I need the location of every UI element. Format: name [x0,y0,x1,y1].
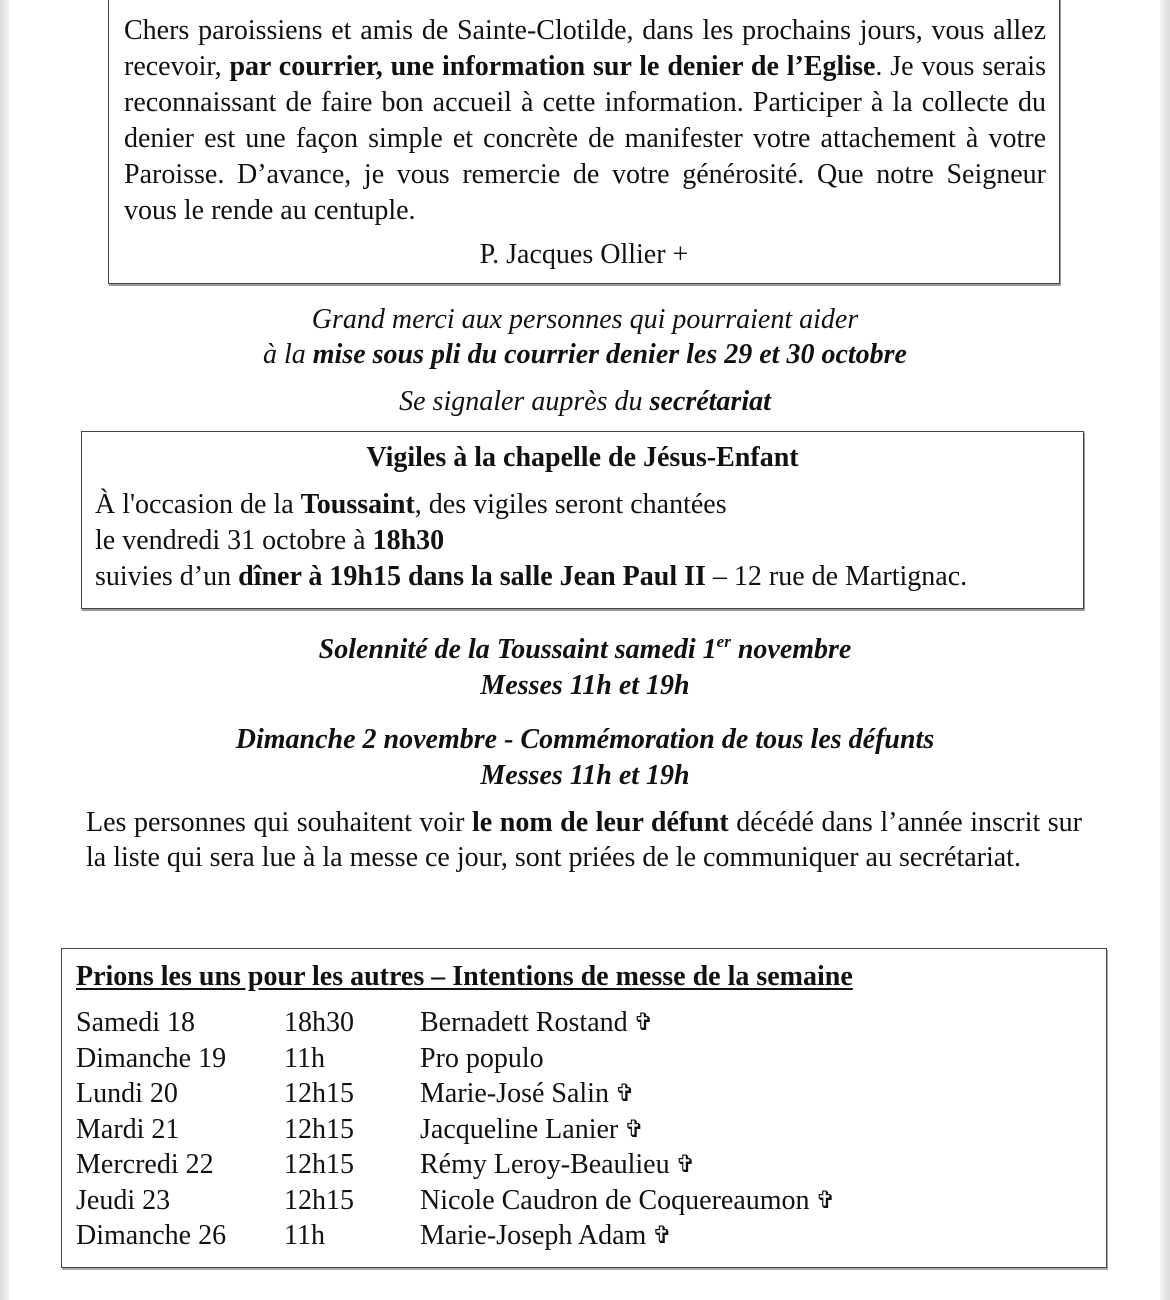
cross-icon: ✞ [652,1221,673,1249]
vigiles-line-2 [95,523,967,559]
toussaint-title-pre: Solennité de la Toussaint samedi 1 [318,634,717,665]
thanks-line-2 [0,337,1170,372]
intention-name: Marie-José Salin [420,1078,609,1109]
vigiles-l2-pre: le vendredi 31 octobre à [95,525,373,556]
defunts-note-end: décédé dans l’année inscrit sur la liste qui sera lue à la messe ce jour, sont priées de le communiquer au secrétariat. [86,807,1082,873]
intention-row [76,1183,836,1219]
letter-text-start: Chers paroissiens et amis de Sainte-Clotilde, dans les prochains jours, vous allez recevoir, [124,15,1046,82]
vigiles-l3-end: – 12 rue de Martignac. [705,561,968,592]
intention-name: Bernadett Rostand [420,1007,628,1038]
intention-time: 12h15 [284,1078,354,1109]
defunts-note-bold: le nom de leur défunt [472,807,729,838]
vigiles-l2-bold: 18h30 [372,525,445,556]
intention-name-cell [420,1005,654,1041]
intention-row [76,1076,836,1112]
defunts-note-pre: Les personnes qui souhaitent voir [86,807,473,838]
vigiles-l3-pre: suivies d’un [95,561,239,592]
letter-highlight: par courrier, une information sur le denier de l’Eglise [229,51,876,82]
intention-day: Mercredi 22 [76,1149,214,1180]
thanks-notice [0,302,1170,372]
vigiles-details [95,487,967,595]
toussaint-title-end: novembre [730,634,852,665]
intention-row [76,1041,836,1077]
pastor-letter-box [108,0,1060,284]
signup-secretariat: secrétariat [649,386,771,417]
toussaint-title [0,632,1170,668]
intention-time: 12h15 [284,1184,354,1216]
defunts-note [86,805,1082,875]
toussaint-notice [0,632,1170,704]
vigiles-box [81,431,1084,609]
intention-name-cell [420,1041,544,1077]
intention-time: 11h [284,1220,325,1251]
thanks-line-2-bold: mise sous pli du courrier denier les 29 et 30 octobre [312,339,907,370]
cross-icon: ✞ [675,1150,696,1178]
cross-icon: ✞ [633,1008,654,1036]
vigiles-l1-pre: À l'occasion de la [95,489,301,520]
intention-name: Nicole Caudron de Coquereaumon [420,1184,810,1216]
vigiles-l1-end: , des vigiles seront chantées [414,489,727,520]
intention-row [76,1218,836,1254]
intention-day: Lundi 20 [76,1078,178,1109]
toussaint-title-sup: er [716,632,731,651]
vigiles-l1-bold: Toussaint [300,489,415,520]
vigiles-l3-bold: dîner à 19h15 dans la salle Jean Paul II [238,561,706,592]
intention-time: 12h15 [284,1113,354,1145]
intentions-box [61,948,1107,1268]
intention-time: 18h30 [284,1007,354,1038]
thanks-line-2-pre: à la [262,339,313,370]
intention-name: Rémy Leroy-Beaulieu [420,1149,670,1180]
intention-row [76,1112,836,1148]
thanks-line-1: Grand merci aux personnes qui pourraient aider [311,304,859,335]
vigiles-line-1 [95,487,967,523]
intention-name-cell [420,1218,672,1254]
defunts-day-title: Dimanche 2 novembre - Commémoration de tous les défunts [235,724,935,755]
intention-day: Samedi 18 [76,1007,195,1038]
intention-day: Mardi 21 [76,1113,180,1145]
vigiles-line-3 [95,559,967,595]
cross-icon: ✞ [815,1185,836,1214]
letter-body [124,13,1046,229]
intention-name: Jacqueline Lanier [420,1113,619,1145]
intention-name-cell [420,1147,696,1183]
intention-day: Dimanche 19 [76,1042,227,1074]
letter-signature: P. Jacques Ollier + [479,239,689,270]
defunts-day-notice [0,722,1170,794]
letter-text-end: . Je vous serais reconnaissant de faire bon accueil à cette information. Participer à la collecte du denier est une façon simple et concrète de manifester votre attachement à votre Paroisse. D’avance, je vous remercie de votre générosité. Que notre Seigneur vous le rende au centuple. [124,51,1046,226]
cross-icon: ✞ [624,1114,645,1143]
signup-text: Se signaler auprès du [399,386,650,417]
intentions-title: Prions les uns pour les autres – Intentions de messe de la semaine [76,961,853,992]
intention-name-cell [420,1076,635,1112]
intention-time: 12h15 [284,1149,354,1180]
cross-icon: ✞ [614,1079,636,1107]
intention-name-cell [420,1183,836,1219]
intention-day: Dimanche 26 [76,1220,227,1251]
signup-notice [0,384,1170,419]
toussaint-masses: Messes 11h et 19h [480,670,690,701]
intention-name: Marie-Joseph Adam [420,1220,647,1251]
intention-row [76,1147,836,1183]
intention-name: Pro populo [420,1042,544,1074]
defunts-day-masses: Messes 11h et 19h [480,760,690,791]
intentions-list [76,1005,836,1254]
intention-time: 11h [284,1042,325,1074]
intention-day: Jeudi 23 [76,1184,171,1216]
intention-row [76,1005,836,1041]
intention-name-cell [420,1112,644,1148]
vigiles-title: Vigiles à la chapelle de Jésus-Enfant [366,442,799,473]
